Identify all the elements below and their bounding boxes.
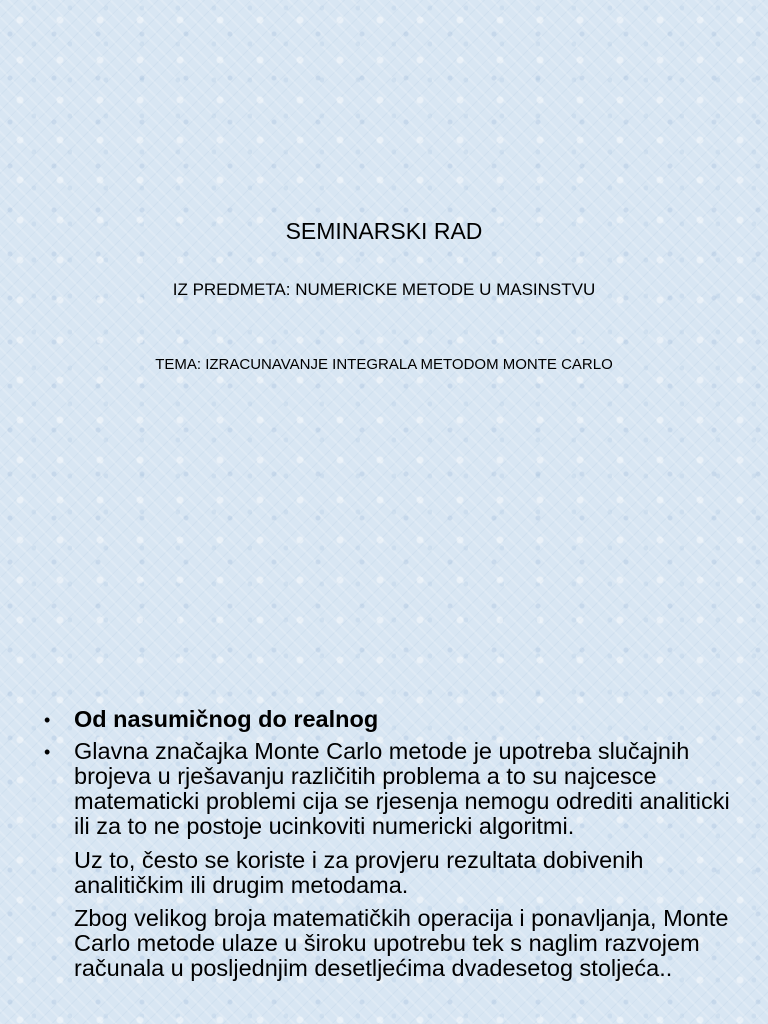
content-body [44, 707, 744, 981]
bullet-item [44, 739, 744, 839]
page-title: SEMINARSKI RAD [285, 218, 483, 244]
bullet-text: Glavna značajka Monte Carlo metode je upotreba slučajnih brojeva u rješavanju različitih problema a to su najcesce matematicki problemi cija se rjesenja nemogu odrediti analiticki ili za to ne postoje ucinkoviti numericki algoritmi. [74, 738, 730, 839]
bullet-marker: • [44, 742, 51, 762]
subject-line: IZ PREDMETA: NUMERICKE METODE U MASINSTVU [172, 280, 596, 299]
bullet-marker: • [44, 710, 51, 730]
paragraph: Zbog velikog broja matematičkih operacija i ponavljanja, Monte Carlo metode ulaze u široku upotrebu tek s naglim razvojem računala u posljednjim desetljećima dvadesetog stoljeća.. [74, 905, 729, 981]
bullet-item [44, 707, 744, 733]
topic-line: TEMA: IZRACUNAVANJE INTEGRALA METODOM MONTE CARLO [155, 356, 613, 373]
bullet-heading: Od nasumičnog do realnog [74, 706, 379, 732]
paragraph: Uz to, često se koriste i za provjeru rezultata dobivenih analitičkim ili drugim metodama. [74, 847, 644, 898]
